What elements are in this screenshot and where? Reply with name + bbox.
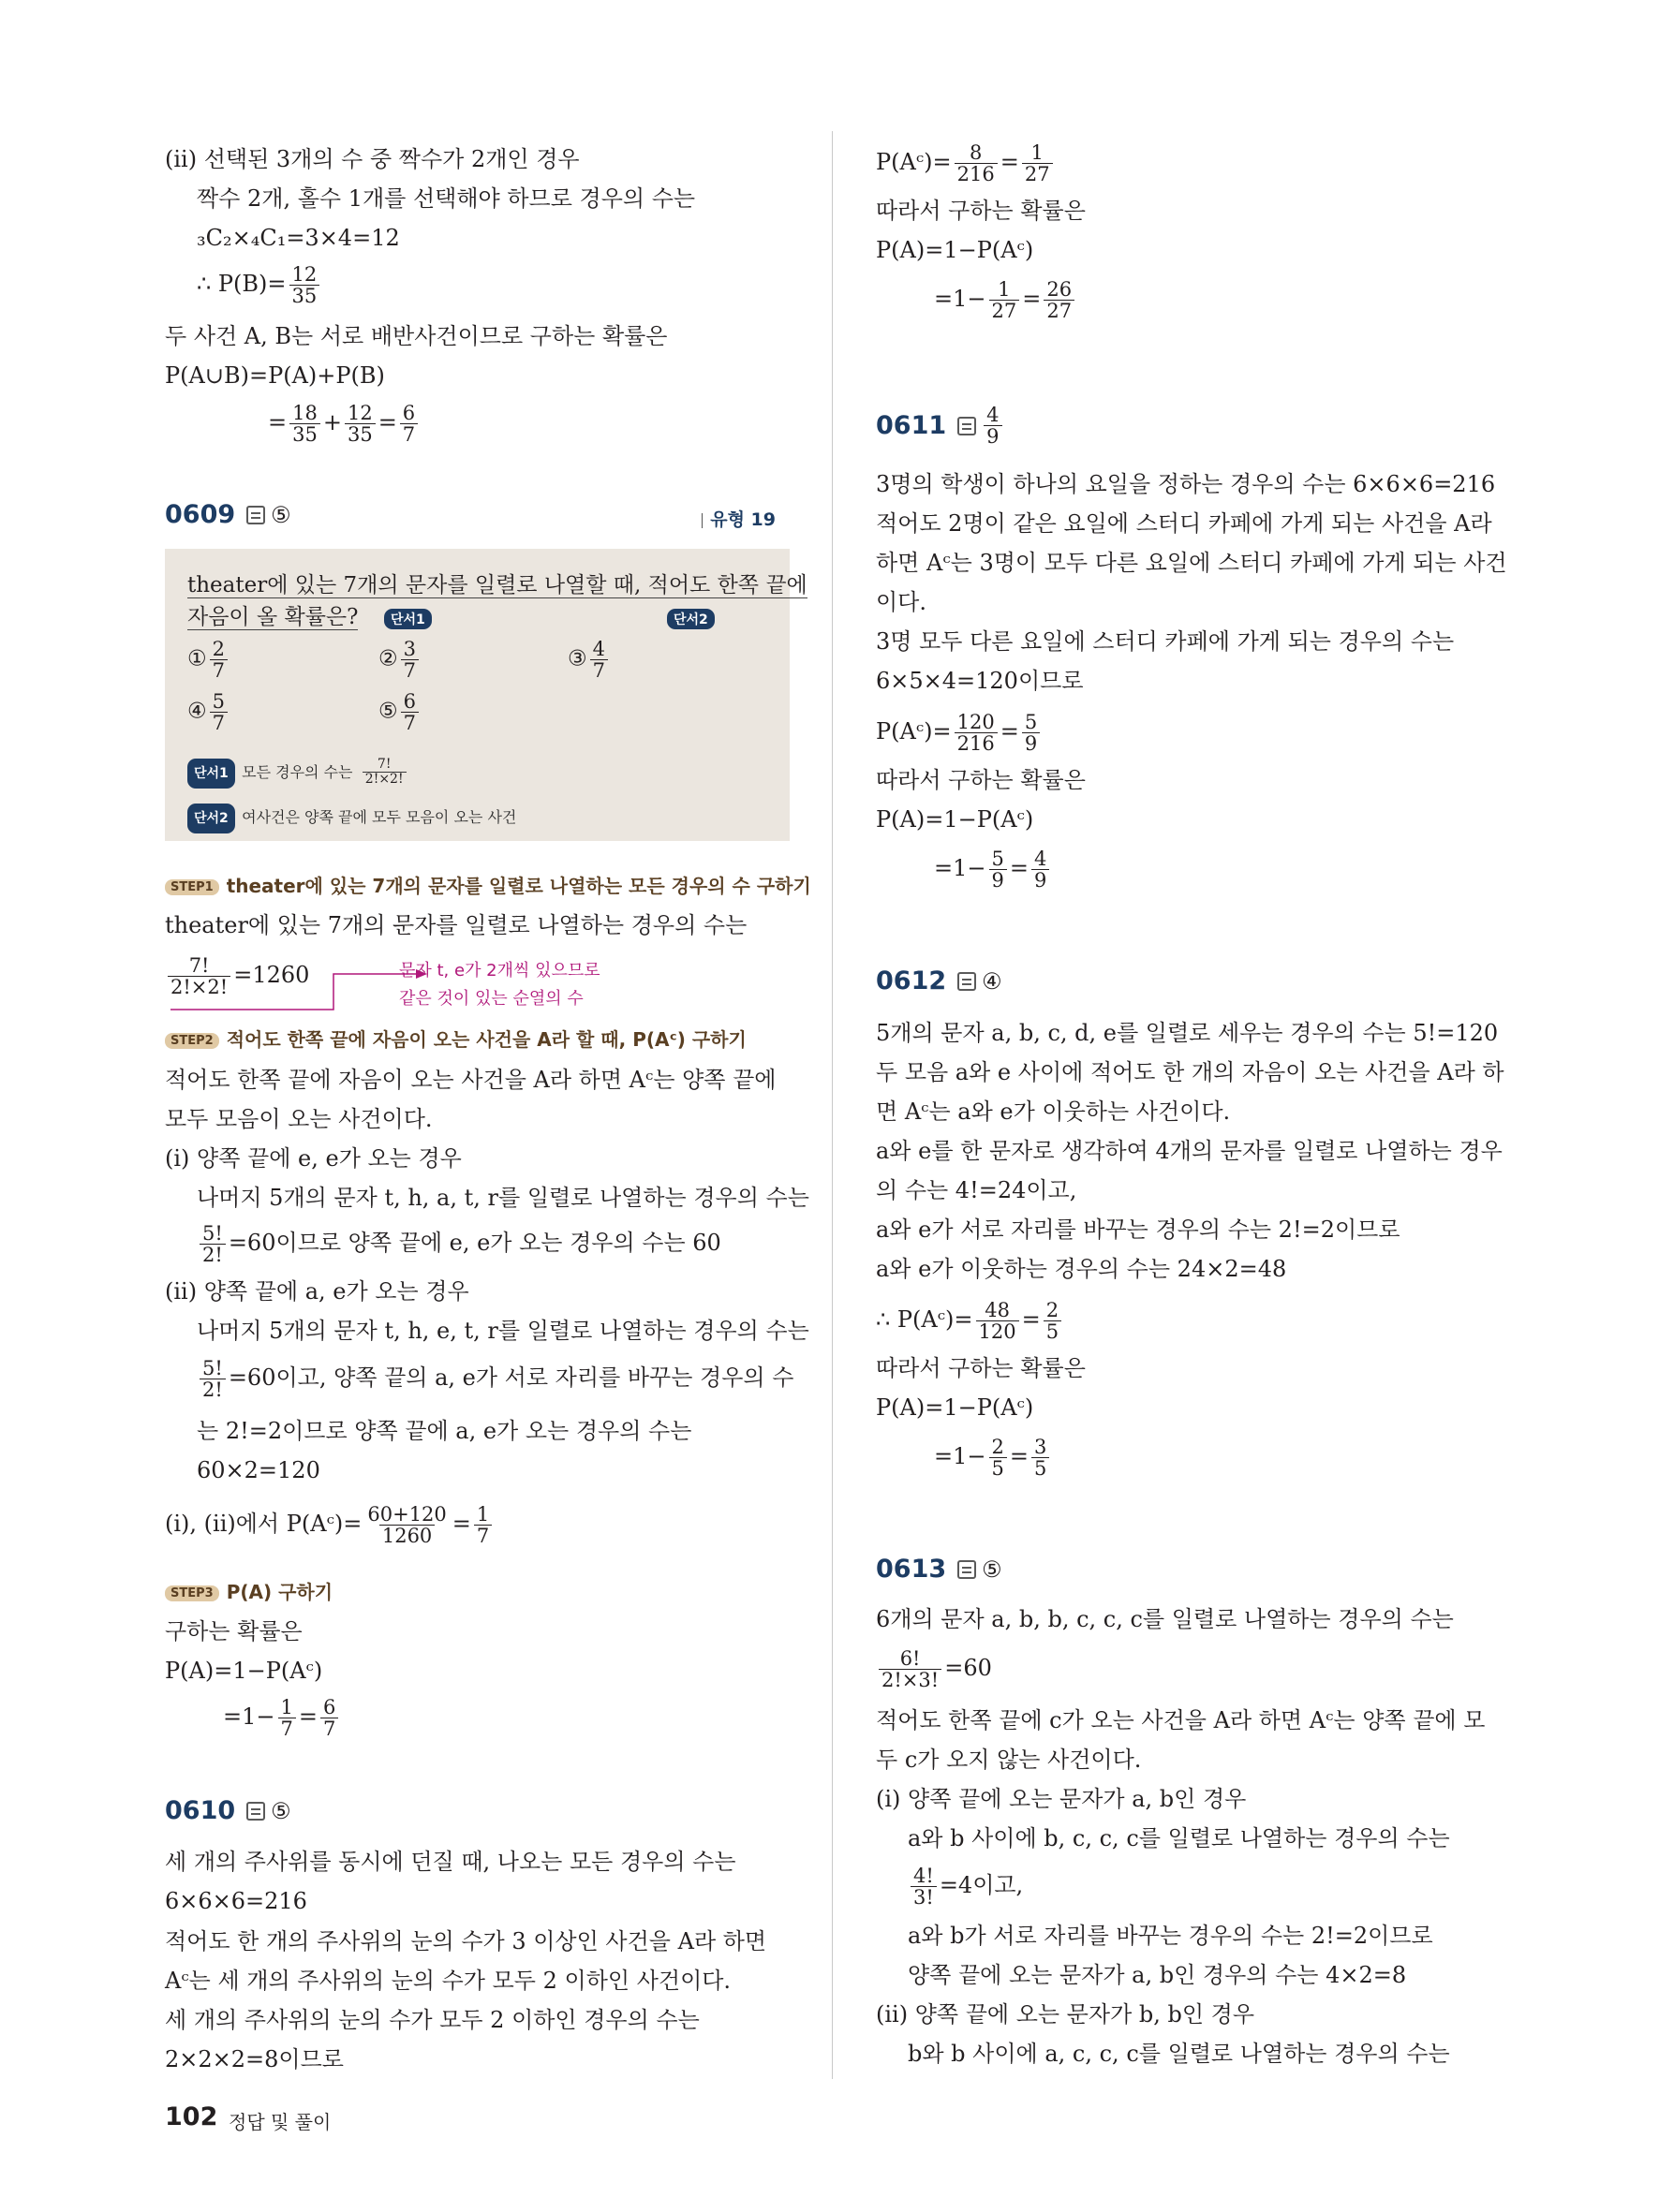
den: 216 xyxy=(955,732,998,754)
pb-num: 12 xyxy=(291,263,318,286)
case-ii-title: (ii) 선택된 3개의 수 중 짝수가 2개인 경우 xyxy=(165,146,580,172)
footer-label: 정답 및 풀이 xyxy=(229,2111,332,2133)
frac-5fact-2fact xyxy=(200,1358,226,1400)
den: 7 xyxy=(400,423,418,445)
choice-fraction xyxy=(401,691,419,733)
problem-number: 0612 xyxy=(876,966,947,995)
s2-l2: 모두 모음이 오는 사건이다. xyxy=(165,1106,433,1132)
frac-6fact xyxy=(879,1648,941,1690)
den: 3! xyxy=(911,1886,937,1908)
s3-l3 xyxy=(223,1697,341,1739)
hint1-fraction xyxy=(363,758,407,787)
den: 5 xyxy=(1031,1457,1049,1479)
p0611-l10 xyxy=(934,848,1052,891)
cont-l4 xyxy=(934,279,1077,321)
p0613-l4: 두 c가 오지 않는 사건이다. xyxy=(876,1747,1142,1773)
s2-l7: 나머지 5개의 문자 t, h, e, t, r를 일렬로 나열하는 경우의 수는 xyxy=(197,1318,809,1344)
den: 35 xyxy=(345,423,376,445)
num: 6 xyxy=(322,1696,336,1718)
question-text-b: 자음이 올 확률은? xyxy=(187,605,359,629)
cont-l2: 따라서 구하는 확률은 xyxy=(876,198,1086,224)
s3-l2: P(A)=1−P(Aᶜ) xyxy=(165,1658,323,1684)
column-divider xyxy=(832,131,833,2079)
eq-sign: = xyxy=(1021,1306,1041,1333)
eq-sign: = xyxy=(1009,1443,1029,1469)
cont-l3: P(A)=1−P(Aᶜ) xyxy=(876,237,1034,263)
frac-1-7 xyxy=(474,1504,492,1546)
num: 2 xyxy=(212,638,225,660)
union-line: P(A∪B)=P(A)+P(B) xyxy=(165,362,385,389)
frac-6-7 xyxy=(400,403,418,445)
choice-1[interactable] xyxy=(187,639,230,681)
p0613-l11: b와 b 사이에 a, c, c, c를 일렬로 나열하는 경우의 수는 xyxy=(908,2041,1450,2067)
p0611-l2: 적어도 2명이 같은 요일에 스터디 카페에 가게 되는 사건을 A라 xyxy=(876,510,1492,537)
value: =60 xyxy=(944,1655,992,1681)
p0612-l9: 따라서 구하는 확률은 xyxy=(876,1355,1086,1381)
frac-3-5 xyxy=(1031,1437,1049,1479)
den: 7 xyxy=(278,1718,296,1739)
den: 2! xyxy=(200,1379,226,1400)
choice-fraction xyxy=(401,639,419,681)
num: 1 xyxy=(1030,141,1044,164)
problem-number: 0613 xyxy=(876,1555,947,1584)
p0611-l6: 6×5×4=120이므로 xyxy=(876,668,1084,694)
num: 18 xyxy=(292,402,318,424)
den: 7 xyxy=(210,712,228,733)
s2-l5 xyxy=(197,1223,721,1265)
frac-6-7 xyxy=(320,1697,338,1739)
eq-sign: = xyxy=(1000,718,1019,745)
s2-l3: (i) 양쪽 끝에 e, e가 오는 경우 xyxy=(165,1145,462,1172)
num: 3 xyxy=(403,638,416,660)
den: 5 xyxy=(989,1457,1007,1479)
hint1-badge: 단서1 xyxy=(384,609,432,629)
frac-4fact-3fact xyxy=(911,1865,937,1908)
problem-number: 0611 xyxy=(876,411,947,440)
p0611-l3: 하면 Aᶜ는 3명이 모두 다른 요일에 스터디 카페에 가게 되는 사건 xyxy=(876,550,1507,576)
p0612-l7: a와 e가 이웃하는 경우의 수는 24×2=48 xyxy=(876,1256,1287,1282)
prefix: =1− xyxy=(934,855,986,881)
frac-1-27 xyxy=(989,279,1020,321)
choice-fraction xyxy=(210,639,228,681)
hint1-row xyxy=(187,757,409,789)
s2-l4: 나머지 5개의 문자 t, h, a, t, r를 일렬로 나열하는 경우의 수는 xyxy=(197,1185,809,1211)
step2-heading xyxy=(165,1025,747,1052)
num: 4! xyxy=(913,1865,934,1887)
p0611-l4: 이다. xyxy=(876,589,926,615)
den: 7 xyxy=(401,712,419,733)
pb-den: 35 xyxy=(289,285,320,306)
s1-value: =1260 xyxy=(233,962,310,988)
eq-sign: = xyxy=(1000,149,1019,175)
s2-l5-text: =60이므로 양쪽 끝에 e, e가 오는 경우의 수는 60 xyxy=(228,1230,721,1256)
frac-180-1260 xyxy=(364,1504,449,1546)
den: 27 xyxy=(1022,163,1053,184)
den: 7 xyxy=(590,659,608,681)
step-title: P(A) 구하기 xyxy=(226,1581,333,1603)
question-line-2 xyxy=(187,603,358,631)
num: 7! xyxy=(377,756,392,772)
note-arrow xyxy=(165,963,437,1011)
step-title: theater에 있는 7개의 문자를 일렬로 나열하는 모든 경우의 수 구하기 xyxy=(226,875,811,897)
question-text-a: theater에 있는 7개의 문자를 일렬로 나열할 때, 적어도 한쪽 끝에 xyxy=(187,573,807,597)
num: 2 xyxy=(991,1436,1004,1458)
den: 2!×2! xyxy=(363,772,407,787)
p0611-l8: 따라서 구하는 확률은 xyxy=(876,767,1086,793)
p0611-pac xyxy=(876,712,1043,754)
p0612-l1: 5개의 문자 a, b, c, d, e를 일렬로 세우는 경우의 수는 5!=120 xyxy=(876,1020,1499,1046)
step-title: 적어도 한쪽 끝에 자음이 오는 사건을 A라 할 때, P(Aᶜ) 구하기 xyxy=(226,1028,747,1051)
num: 2 xyxy=(1045,1299,1059,1321)
p0610-l1: 세 개의 주사위를 동시에 던질 때, 나오는 모든 경우의 수는 xyxy=(165,1849,736,1875)
answer-icon xyxy=(246,506,265,524)
answer-icon xyxy=(246,1802,265,1821)
case-ii-line1: 짝수 2개, 홀수 1개를 선택해야 하므로 경우의 수는 xyxy=(197,185,696,212)
s2-l10: 60×2=120 xyxy=(197,1457,320,1483)
den: 9 xyxy=(1031,869,1049,891)
num: 4 xyxy=(986,404,1000,426)
hint2-badge: 단서2 xyxy=(187,804,235,833)
choice-5[interactable] xyxy=(378,691,422,733)
eq-sign: = xyxy=(1009,855,1029,881)
p0612-l4: a와 e를 한 문자로 생각하여 4개의 문자를 일렬로 나열하는 경우 xyxy=(876,1138,1503,1164)
den: 7 xyxy=(210,659,228,681)
num: 1 xyxy=(476,1503,490,1526)
p0613-l1: 6개의 문자 a, b, b, c, c, c를 일렬로 나열하는 경우의 수는 xyxy=(876,1606,1454,1632)
den: 2! xyxy=(200,1244,226,1265)
pac-prefix: P(Aᶜ)= xyxy=(876,718,952,745)
p0612-l6: a와 e가 서로 자리를 바꾸는 경우의 수는 2!=2이므로 xyxy=(876,1217,1400,1243)
choice-3[interactable] xyxy=(568,639,611,681)
den: 2!×2! xyxy=(168,976,230,997)
frac-120-216 xyxy=(955,712,998,754)
den: 2!×3! xyxy=(879,1669,941,1690)
p0612-l2: 두 모음 a와 e 사이에 적어도 한 개의 자음이 오는 사건을 A라 하 xyxy=(876,1059,1504,1085)
frac-26-27 xyxy=(1044,279,1074,321)
problem-0609-header xyxy=(165,500,291,529)
p0613-l5: (i) 양쪽 끝에 오는 문자가 a, b인 경우 xyxy=(876,1786,1247,1812)
question-line-1 xyxy=(187,571,807,599)
choice-fraction xyxy=(590,639,608,681)
p0611-l5: 3명 모두 다른 요일에 스터디 카페에 가게 되는 경우의 수는 xyxy=(876,628,1455,655)
den: 7 xyxy=(474,1525,492,1546)
problem-number: 0609 xyxy=(165,500,236,529)
note-line1: 문자 t, e가 2개씩 있으므로 xyxy=(399,961,600,981)
frac-48-120 xyxy=(976,1300,1019,1342)
type-tag: 유형 19 xyxy=(702,506,776,531)
pb-line xyxy=(197,264,322,306)
answer-icon xyxy=(957,1560,976,1579)
cont-pac-line xyxy=(876,142,1056,184)
frac-12-35 xyxy=(345,403,376,445)
num: 1 xyxy=(280,1696,293,1718)
num: 7! xyxy=(188,954,210,977)
num: 3 xyxy=(1033,1436,1047,1458)
den: 9 xyxy=(984,425,1001,447)
answer-fraction xyxy=(984,405,1001,447)
question-box-0609 xyxy=(165,549,807,841)
num: 26 xyxy=(1046,278,1073,301)
num: 12 xyxy=(347,402,373,424)
hint1-badge: 단서1 xyxy=(187,759,235,789)
p0612-l3: 면 Aᶜ는 a와 e가 이웃하는 사건이다. xyxy=(876,1099,1231,1125)
frac-18-35 xyxy=(289,403,320,445)
eq-sign: = xyxy=(298,1703,318,1730)
prefix: =1− xyxy=(934,1443,986,1469)
s2-l11 xyxy=(165,1504,495,1546)
p0613-l8: a와 b가 서로 자리를 바꾸는 경우의 수는 2!=2이므로 xyxy=(908,1923,1433,1949)
num: 48 xyxy=(985,1299,1010,1321)
p0610-l2: 6×6×6=216 xyxy=(165,1888,307,1914)
num: 8 xyxy=(969,141,983,164)
num: 5 xyxy=(991,848,1004,870)
p0612-pac xyxy=(876,1300,1064,1342)
s1-line1: theater에 있는 7개의 문자를 일렬로 나열하는 경우의 수는 xyxy=(165,912,748,938)
p0611-l1: 3명의 학생이 하나의 요일을 정하는 경우의 수는 6×6×6=216 xyxy=(876,471,1496,497)
hint2-badge: 단서2 xyxy=(667,609,715,629)
choice-mark: ⑤ xyxy=(378,699,398,724)
den: 5 xyxy=(1044,1320,1061,1342)
den: 120 xyxy=(976,1320,1019,1342)
plus-sign: + xyxy=(322,409,342,435)
hint2-text: 여사건은 양쪽 끝에 모두 모음이 오는 사건 xyxy=(242,808,517,826)
value: =4이고, xyxy=(939,1872,1024,1898)
p0611-l9: P(A)=1−P(Aᶜ) xyxy=(876,806,1034,833)
problem-0613-header xyxy=(876,1555,1002,1584)
answer-value: ⑤ xyxy=(271,501,291,528)
num: 5! xyxy=(202,1222,223,1245)
s2-l1: 적어도 한쪽 끝에 자음이 오는 사건을 A라 하면 Aᶜ는 양쪽 끝에 xyxy=(165,1067,777,1093)
p0613-l3: 적어도 한쪽 끝에 c가 오는 사건을 A라 하면 Aᶜ는 양쪽 끝에 모 xyxy=(876,1707,1486,1733)
p0612-l11 xyxy=(934,1437,1052,1479)
answer-value: ⑤ xyxy=(982,1556,1002,1583)
num: 5 xyxy=(1024,711,1038,733)
frac-8-216 xyxy=(955,142,998,184)
step1-heading xyxy=(165,871,811,898)
num: 60+120 xyxy=(367,1503,447,1526)
answer-icon xyxy=(957,972,976,991)
p0612-l5: 의 수는 4!=24이고, xyxy=(876,1177,1077,1203)
den: 27 xyxy=(1044,300,1074,321)
s3-prefix: =1− xyxy=(223,1703,275,1730)
den: 27 xyxy=(989,300,1020,321)
choice-mark: ③ xyxy=(568,646,587,671)
den: 1260 xyxy=(379,1525,435,1546)
hint1-text: 모든 경우의 수는 xyxy=(242,763,353,781)
page-number: 102 xyxy=(165,2102,218,2131)
den: 216 xyxy=(955,163,998,184)
pac-prefix: ∴ P(Aᶜ)= xyxy=(876,1306,973,1333)
num: 6! xyxy=(899,1647,921,1670)
frac-1-7 xyxy=(278,1697,296,1739)
problem-0610-header xyxy=(165,1796,291,1825)
choice-mark: ④ xyxy=(187,699,207,724)
p0610-l4: Aᶜ는 세 개의 주사위의 눈의 수가 모두 2 이하인 사건이다. xyxy=(165,1968,732,1994)
answer-value: ⑤ xyxy=(271,1797,291,1824)
p0610-l6: 2×2×2=8이므로 xyxy=(165,2046,344,2072)
exclusive-line: 두 사건 A, B는 서로 배반사건이므로 구하는 확률은 xyxy=(165,323,668,349)
p0610-l3: 적어도 한 개의 주사위의 눈의 수가 3 이상인 사건을 A라 하면 xyxy=(165,1928,767,1954)
p0613-l9: 양쪽 끝에 오는 문자가 a, b인 경우의 수는 4×2=8 xyxy=(908,1962,1407,1988)
pb-fraction xyxy=(289,264,320,306)
p0613-l10: (ii) 양쪽 끝에 오는 문자가 b, b인 경우 xyxy=(876,2001,1255,2028)
eq-sign: = xyxy=(268,409,288,435)
note-line2: 같은 것이 있는 순열의 수 xyxy=(399,989,584,1009)
problem-0612-header xyxy=(876,966,1002,995)
num: 6 xyxy=(402,402,416,424)
eq-sign: = xyxy=(378,409,397,435)
case-ii-line2: ₃C₂×₄C₁=3×4=12 xyxy=(197,225,400,251)
s2-l8 xyxy=(197,1358,793,1400)
den: 7 xyxy=(320,1718,338,1739)
s2-l6: (ii) 양쪽 끝에 a, e가 오는 경우 xyxy=(165,1278,469,1305)
eq-sign: = xyxy=(452,1511,471,1537)
num: 4 xyxy=(592,638,605,660)
step-badge: STEP2 xyxy=(165,1033,219,1049)
choice-4[interactable] xyxy=(187,691,230,733)
frac-1-27 xyxy=(1022,142,1053,184)
problem-number: 0610 xyxy=(165,1796,236,1825)
den: 9 xyxy=(989,869,1007,891)
frac-2-5 xyxy=(989,1437,1007,1479)
frac-2-5 xyxy=(1044,1300,1061,1342)
den: 9 xyxy=(1022,732,1040,754)
p0612-l10: P(A)=1−P(Aᶜ) xyxy=(876,1394,1034,1421)
problem-0611-header xyxy=(876,405,1005,447)
p0610-l5: 세 개의 주사위의 눈의 수가 모두 2 이하인 경우의 수는 xyxy=(165,2007,700,2033)
num: 1 xyxy=(998,278,1011,301)
answer-icon xyxy=(957,417,976,435)
hint2-row xyxy=(187,802,516,833)
num: 4 xyxy=(1033,848,1047,870)
s2-l11-text: (i), (ii)에서 P(Aᶜ)= xyxy=(165,1511,363,1537)
frac-4-9 xyxy=(1031,848,1049,891)
pac-prefix: P(Aᶜ)= xyxy=(876,149,952,175)
choice-mark: ② xyxy=(378,646,398,671)
choice-fraction xyxy=(210,691,228,733)
frac-5fact-2fact xyxy=(200,1223,226,1265)
den: 7 xyxy=(401,659,419,681)
p0613-l6: a와 b 사이에 b, c, c, c를 일렬로 나열하는 경우의 수는 xyxy=(908,1825,1450,1851)
step-badge: STEP1 xyxy=(165,879,219,895)
s2-l9: 는 2!=2이므로 양쪽 끝에 a, e가 오는 경우의 수는 xyxy=(197,1418,692,1444)
num: 5 xyxy=(212,690,225,713)
eq-sign: = xyxy=(1022,286,1042,312)
answer-value: ④ xyxy=(982,967,1002,995)
s3-l1: 구하는 확률은 xyxy=(165,1618,303,1644)
num: 120 xyxy=(956,711,995,733)
p0613-l7 xyxy=(908,1865,1023,1908)
p0613-l2 xyxy=(876,1648,992,1690)
num: 6 xyxy=(403,690,416,713)
choice-2[interactable] xyxy=(378,639,422,681)
step-badge: STEP3 xyxy=(165,1585,219,1601)
step3-heading xyxy=(165,1577,333,1604)
pb-prefix: ∴ P(B)= xyxy=(197,271,287,297)
frac-5-9 xyxy=(1022,712,1040,754)
s2-l8-text: =60이고, 양쪽 끝의 a, e가 서로 자리를 바꾸는 경우의 수 xyxy=(228,1364,794,1391)
num: 5! xyxy=(202,1357,223,1379)
den: 35 xyxy=(289,423,320,445)
prefix: =1− xyxy=(934,286,986,312)
sum-line xyxy=(268,403,421,445)
frac-5-9 xyxy=(989,848,1007,891)
choice-mark: ① xyxy=(187,646,207,671)
